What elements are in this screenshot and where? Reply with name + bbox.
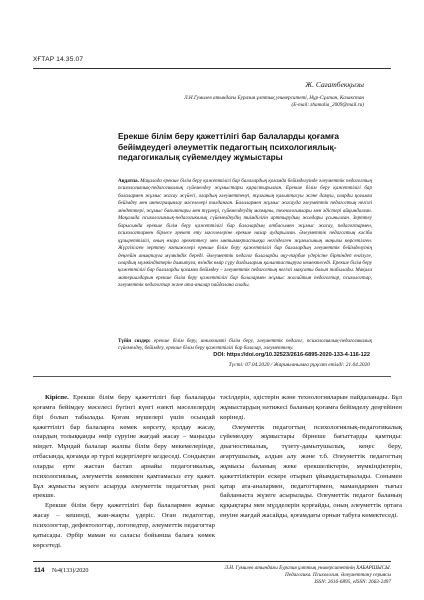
affiliation [104,95,364,109]
journal-name: Л.Н. Гумилев атындағы Еуразия ұлттық университетінің ХАБАРШЫСЫ. [224,565,391,571]
keywords-label: Түйін сөздер: [118,338,151,344]
received-accepted-dates: Түсті: 07.04.2020 / Жарияланымға рұқсат етілді: 21.04.2020 [228,362,370,368]
abstract-label: Аңдатпа. [118,178,139,184]
journal-issn: ISSN: 2616-6895, eISSN: 2663-2497 [314,578,391,585]
affiliation-line: Л.Н.Гумилев атындағы Еуразия ұлттық университеті, Нұр-Сұлтан, Казакстан [184,95,364,101]
abstract [118,178,372,290]
journal-footer [141,565,391,585]
header-rule [33,68,391,69]
keywords [118,338,372,353]
footer-rule [33,561,391,562]
page-number: 114 [34,567,45,574]
paragraph: тәсілдерін, әдістерін және технологияларын пайдаланады. Бұл жұмыстардың нәтижесі баланың қоғамға бейімделу деңгейінен көрінеді. [220,394,402,421]
paragraph: Әлеуметтік педагогтың психологиялық-педагогикалық сүйемелдеу жұмыстары бірнеше бағыттарды қамтиды: диагностикалық, түзету-дамытушылық, кеңес беру, ағартушылық, алдын алу және т.б. Әлеуметтік педагогтың жұмысы баланың жеке ерекшеліктерін, мүмкіндіктерін, қажеттіліктерін ескере отырып ұйымдастырылады. Сонымен қатар ата-аналармен, педагогтармен, мамандармен тығыз байланыста жүзеге асырылады. Әлеуметтік педагог баланың құқықтары мен мүдделерін қорғайды, оның әлеуметтік ортаға енуіне жағдай жасайды, қоғамдағы орнын табуға көмектеседі. [220,423,402,520]
doi-link[interactable]: DOI: https://doi.org/10.32523/2616-6895-2020-133-4-116-122 [213,352,370,358]
udc-code: ХҒТАР 14.35.07 [33,56,84,63]
issue-number: №4(133)/2020 [52,567,89,574]
body-column-right [220,393,402,521]
body-column-left [33,393,215,551]
journal-series: Педагогика. Психология. Әлеуметтану сериясы [285,571,391,578]
intro-label: Кіріспе. [45,394,69,401]
paragraph [33,393,215,501]
abstract-text: Мақалада ерекше білім беру қажеттілігі бар балалардың қоғамда бейімделуінде әлеуметтік педагогтың психологиялық-педагогикалық сүйемелдеу жұмыстары қарастырылған. Ерекше білім беру қажеттілігі бар балалармен жұмыс жасау жүйесі, олардың әлеуметтенуі, тұлғаның қалыптасуы және дамуы, оларды қоғамға бейімдеу мен интеграциялау мәселелері талданған. Балалармен жұмыс жасауда әлеуметтік педагогтың негізгі міндеттері, жұмыс бағыттары мен түрлері, сүйемелдеудің мазмұны, технологиялары мен әдістері айқындалған. Мақалада психологиялық-педагогикалық сүйемелдеудің тиімділігін арттырудың жолдары ұсынылған. Зерттеу барысында ерекше білім беру қажеттілігі бар балалардың отбасымен жұмыс жасау, педагогтармен, психологтармен бірлесе әрекет ету мәселелеріне ерекше назар аударылған. Әлеуметтік педагогтың кәсіби құзыреттілігі, оның өзара әрекеттесу мен ынтымақтастыққа негізделген жұмысының маңызы көрсетілген. Жүргізілген зерттеу нәтижелері ерекше білім беру қажеттілігі бар балалардың әлеуметтік бейімделуінің деңгейін анықтауға мүмкіндік береді. Әлеуметтік педагог балаларды оқу-тәрбие үдерісіне біртіндеп енгізуге, олардың мүмкіндіктерін дамытуға, өзіндік өмір сүру дағдыларын қалыптастыруға көмектеседі. Ерекше білім беру қажеттілігі бар балаларды қоғамға бейімдеу – әлеуметтік педагогтың негізгі мақсаты болып табылады. Мақала материалдарын ерекше білім беру қажеттілігі бар балалармен жұмыс жасайтын педагогтар, психологтар, әлеуметтік педагогтар және ата-аналар пайдалана алады. [118,178,373,289]
section-rule [33,376,391,377]
author-email: (E-mail: zhamalia_2009@mail.ru) [291,102,364,109]
author-name: Ж. Сағатбекқызы [305,80,364,89]
article-title: Ерекше білім беру қажеттілігі бар балаларды қоғамға бейімдеудегі әлеуметтік педагогтың психологиялық-педагогикалық сүйемелдеу жұмыстары [118,131,340,163]
paragraph: Ерекше білім беру қажеттілігі бар балалармен жұмыс жасау – кешенді, жан-жақты үдеріс. Оған педагогтар, психологтар, дефектологтар, логопедтер, әлеуметтік педагогтар қатысады. Әрбір маман өз саласы бойынша балаға көмек көрсетеді. [33,502,215,549]
paragraph-text: Ерекше білім беру қажеттілігі бар балаларды қоғамға бейімдеу мәселесі бүгінгі күнгі өзекті мәселелердің бірі болып табылады. Қоғам мүшелері үшін осындай қажеттілігі бар балаларға көмек көрсету, қолдау жасау, олардың толыққанды өмір сүруіне жағдай жасау – маңызды міндет. Мұндай балалар жалпы білім беру мекемелерінде, отбасында, қоғамда әр түрлі кедергілерге кездеседі. Сондықтан оларды ерте жастан бастап арнайы педагогикалық, психологиялық, әлеуметтік көмекпен қамтамасыз ету қажет. Бұл жұмысты жүзеге асыруда әлеуметтік педагогтың рөлі ерекше. [33,394,216,500]
keywords-text: ерекше білім беру, инклюзивті білім беру, әлеуметтік педагог, психологиялық-педагогикалық сүйемелдеу, бейімдеу, ерекше білім беру қажеттілігі бар балалар, әлеуметтену. [118,338,372,352]
